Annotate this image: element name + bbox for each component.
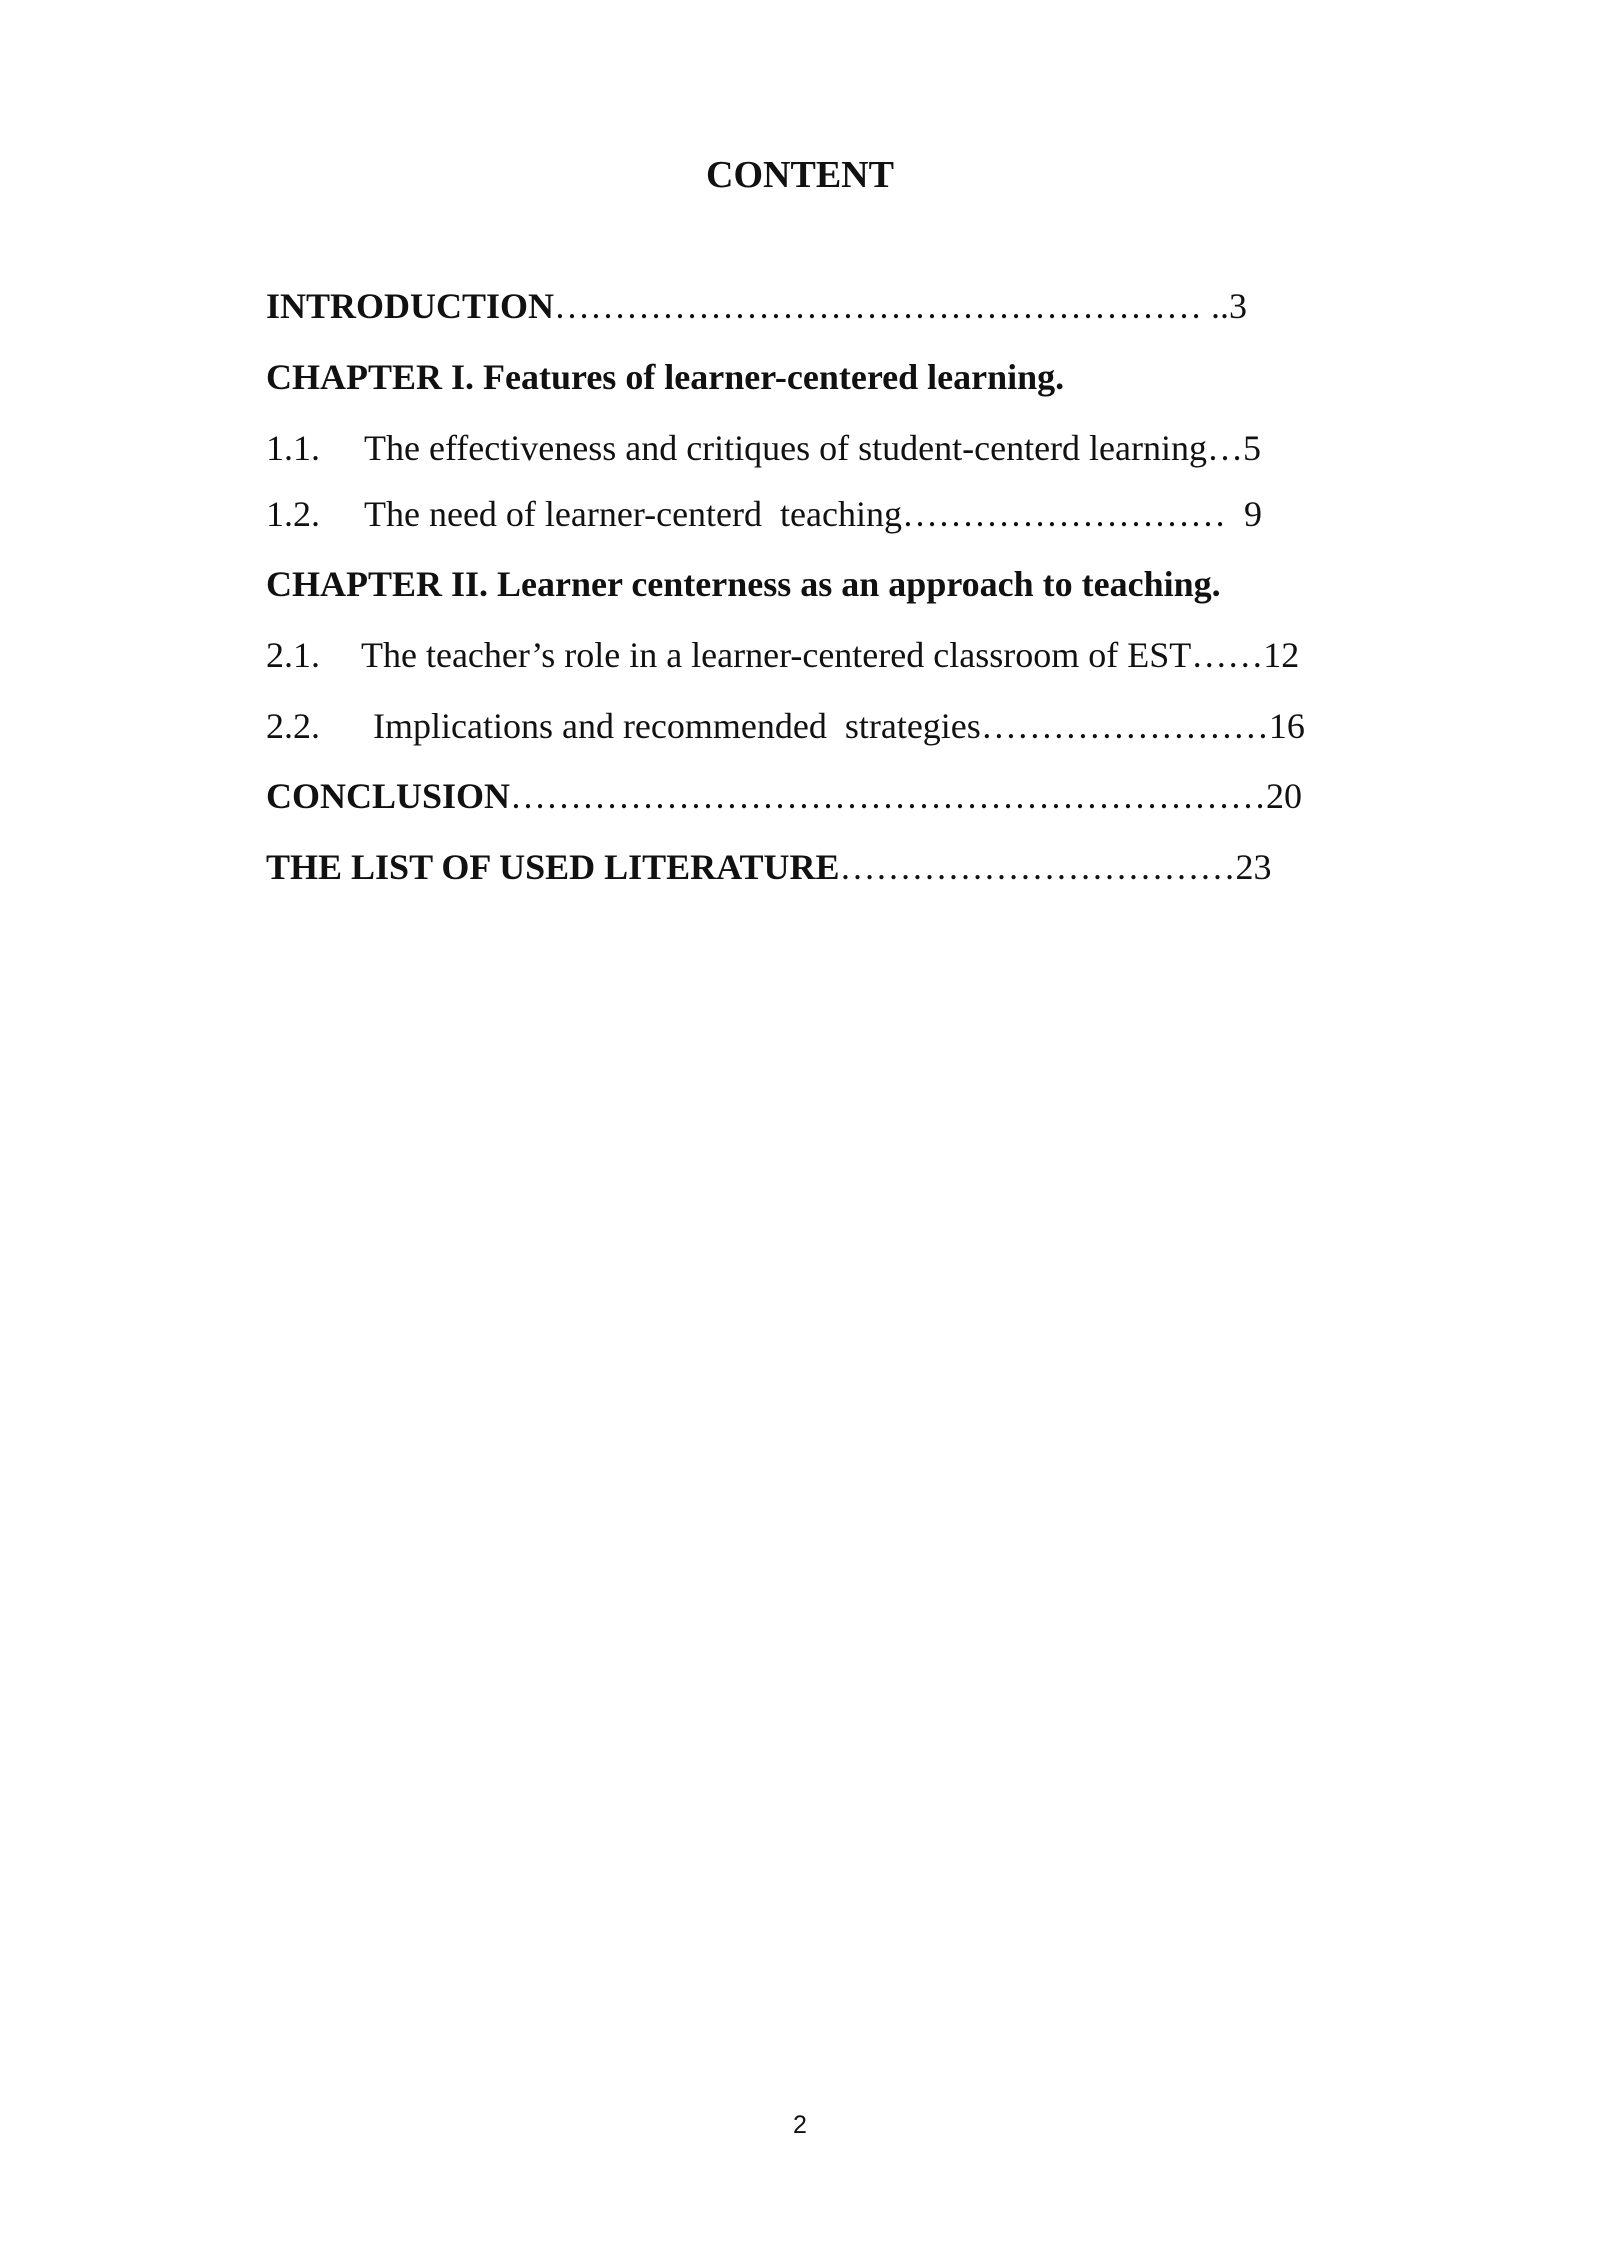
toc-label: The need of learner-centerd teaching <box>364 494 902 534</box>
toc-page-number: ..3 <box>1202 286 1248 326</box>
toc-label: CHAPTER II. Learner centerness as an approach to teaching. <box>266 564 1221 604</box>
toc-page-number: 9 <box>1225 494 1262 534</box>
toc-leader-dots: …………………… <box>980 706 1269 746</box>
toc-section-number: 1.1. <box>266 428 320 468</box>
toc-label: The effectiveness and critiques of student-centerd learning <box>364 428 1207 468</box>
toc-label: THE LIST OF USED LITERATURE <box>266 847 840 887</box>
toc-label: INTRODUCTION <box>266 286 555 326</box>
toc-label: CONCLUSION <box>266 776 511 816</box>
toc-leader-dots: ……………………… <box>901 494 1226 534</box>
toc-label: CHAPTER I. Features of learner-centered learning. <box>266 357 1065 397</box>
toc-page-number: 12 <box>1263 635 1300 675</box>
toc-leader-dots: …………………………… <box>839 847 1236 887</box>
page-title: CONTENT <box>706 154 894 196</box>
toc-label: Implications and recommended strategies <box>364 706 981 746</box>
toc-page-number: 23 <box>1235 847 1272 887</box>
toc-page-number: 20 <box>1266 776 1303 816</box>
toc-leader-dots: …… <box>1191 635 1264 675</box>
page-number: 2 <box>793 2111 807 2139</box>
toc-entry-literature[interactable] <box>230 801 1272 933</box>
toc-label: The teacher’s role in a learner-centered classroom of EST <box>361 635 1192 675</box>
toc-leader-dots: ……………………………………………… <box>554 286 1203 326</box>
toc-section-number: 1.2. <box>266 494 320 534</box>
toc-leader-dots: ……………………………………………………… <box>510 776 1267 816</box>
toc-page-number: 16 <box>1268 706 1305 746</box>
toc-page-number: 5 <box>1243 428 1261 468</box>
toc-section-number: 2.2. <box>266 706 320 746</box>
toc-section-number: 2.1. <box>266 635 320 675</box>
toc-leader-dots: … <box>1207 428 1243 468</box>
